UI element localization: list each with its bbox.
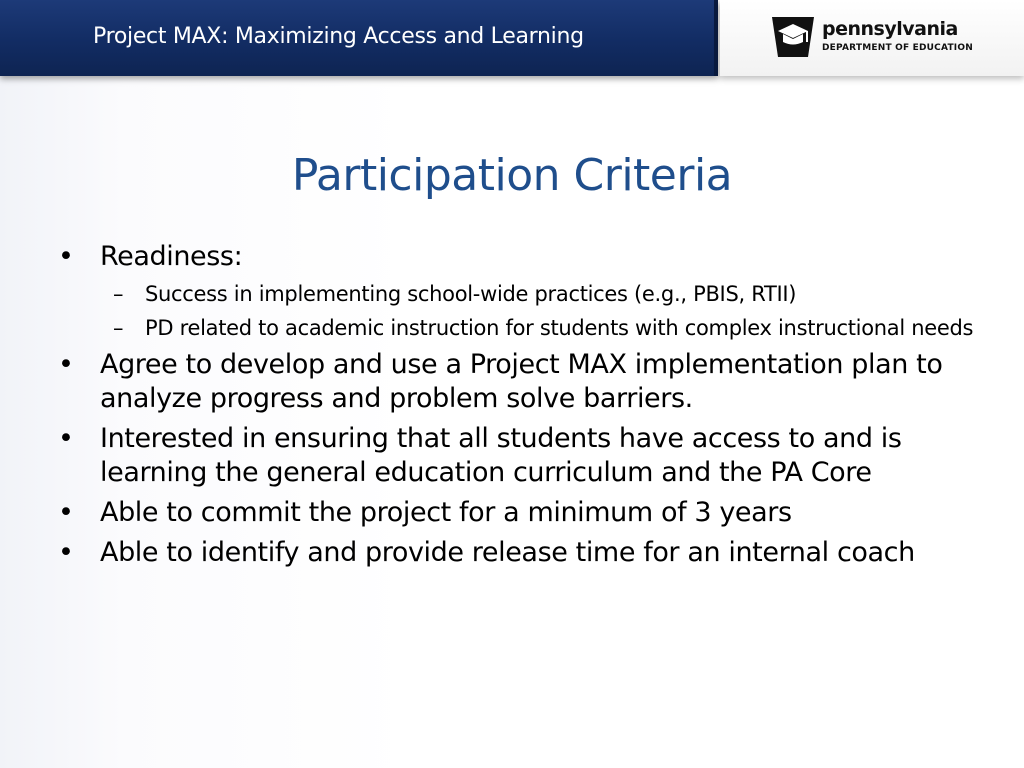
bullet-text: Interested in ensuring that all students have access to and is learning the general education curriculum and the PA Core bbox=[100, 423, 902, 488]
bullet-item bbox=[58, 422, 988, 490]
header-title: Project MAX: Maximizing Access and Learning bbox=[93, 24, 584, 49]
bullet-item bbox=[58, 496, 988, 530]
bullet-item bbox=[58, 348, 988, 416]
bullet-marker: • bbox=[58, 537, 74, 568]
logo-area bbox=[720, 0, 1024, 76]
bullet-text: Agree to develop and use a Project MAX implementation plan to analyze progress and problem solve barriers. bbox=[100, 349, 943, 414]
dash-marker: – bbox=[113, 282, 124, 306]
bullet-marker: • bbox=[58, 497, 74, 528]
sub-bullet-item bbox=[58, 280, 988, 308]
bullet-marker: • bbox=[58, 423, 74, 454]
bullet-marker: • bbox=[58, 241, 74, 272]
slide-title: Participation Criteria bbox=[291, 150, 733, 201]
dash-marker: – bbox=[113, 316, 124, 340]
sub-bullet-text: PD related to academic instruction for students with complex instructional needs bbox=[145, 316, 974, 340]
bullet-item bbox=[58, 240, 988, 274]
sub-bullet-item bbox=[58, 314, 988, 342]
bullet-text: Able to identify and provide release time for an internal coach bbox=[100, 537, 915, 568]
keystone-graduation-cap-icon bbox=[768, 13, 818, 63]
header-band bbox=[0, 0, 718, 76]
bullet-marker: • bbox=[58, 349, 74, 380]
logo-subtitle: DEPARTMENT OF EDUCATION bbox=[822, 43, 973, 53]
bullet-text: Able to commit the project for a minimum of 3 years bbox=[100, 497, 792, 528]
logo-wordmark: pennsylvania bbox=[822, 18, 958, 40]
sub-bullet-text: Success in implementing school-wide practices (e.g., PBIS, RTII) bbox=[145, 282, 797, 306]
bullet-item bbox=[58, 536, 988, 570]
bullet-list bbox=[58, 240, 988, 576]
bullet-text: Readiness: bbox=[100, 241, 243, 272]
